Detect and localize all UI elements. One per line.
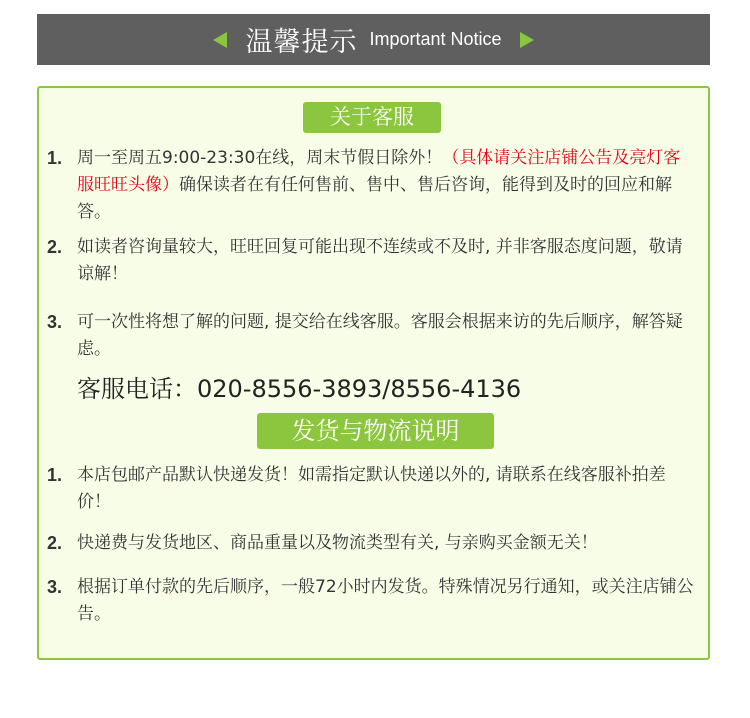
item-number: 1. (47, 148, 63, 168)
item-text: 可一次性将想了解的问题, 提交给在线客服。客服会根据来访的先后顺序，解答疑虑。 (77, 312, 683, 359)
section-title-customer-service: 关于客服 (303, 102, 441, 133)
item-text: 本店包邮产品默认快递发货！如需指定默认快递以外的, 请联系在线客服补拍差价！ (77, 465, 666, 512)
item-text: 快递费与发货地区、商品重量以及物流类型有关, 与亲购买金额无关！ (77, 533, 598, 553)
list-item (47, 234, 697, 288)
item-number: 2. (47, 237, 63, 257)
item-number: 1. (47, 465, 63, 485)
item-text-highlight: （具体请关注店铺公告及亮灯客服旺旺头像） (77, 148, 681, 195)
notice-panel (37, 86, 710, 660)
list-item (47, 530, 697, 557)
item-text (77, 145, 697, 226)
item-text-part: 周一至周五9:00-23:30在线，周末节假日除外！ (77, 148, 443, 168)
list-item (47, 145, 697, 226)
item-text: 如读者咨询量较大，旺旺回复可能出现不连续或不及时, 并非客服态度问题，敬请谅解！ (77, 237, 683, 284)
left-triangle-icon (213, 32, 227, 48)
list-item (47, 574, 697, 628)
item-number: 3. (47, 312, 63, 332)
list-item (47, 462, 697, 516)
item-number: 2. (47, 533, 63, 553)
item-text: 根据订单付款的先后顺序，一般72小时内发货。特殊情况另行通知，或关注店铺公告。 (77, 577, 694, 624)
item-number: 3. (47, 577, 63, 597)
customer-service-phone: 客服电话：020-8556-3893/8556-4136 (77, 375, 522, 403)
header-title-en: Important Notice (369, 29, 502, 49)
section-title-shipping: 发货与物流说明 (257, 413, 494, 449)
header-title-cn: 温馨提示 (245, 27, 358, 58)
right-triangle-icon (520, 32, 534, 48)
notice-header (37, 14, 710, 65)
item-text-part: 确保读者在有任何售前、售中、售后咨询，能得到及时的回应和解答。 (77, 175, 672, 222)
list-item (47, 309, 697, 363)
